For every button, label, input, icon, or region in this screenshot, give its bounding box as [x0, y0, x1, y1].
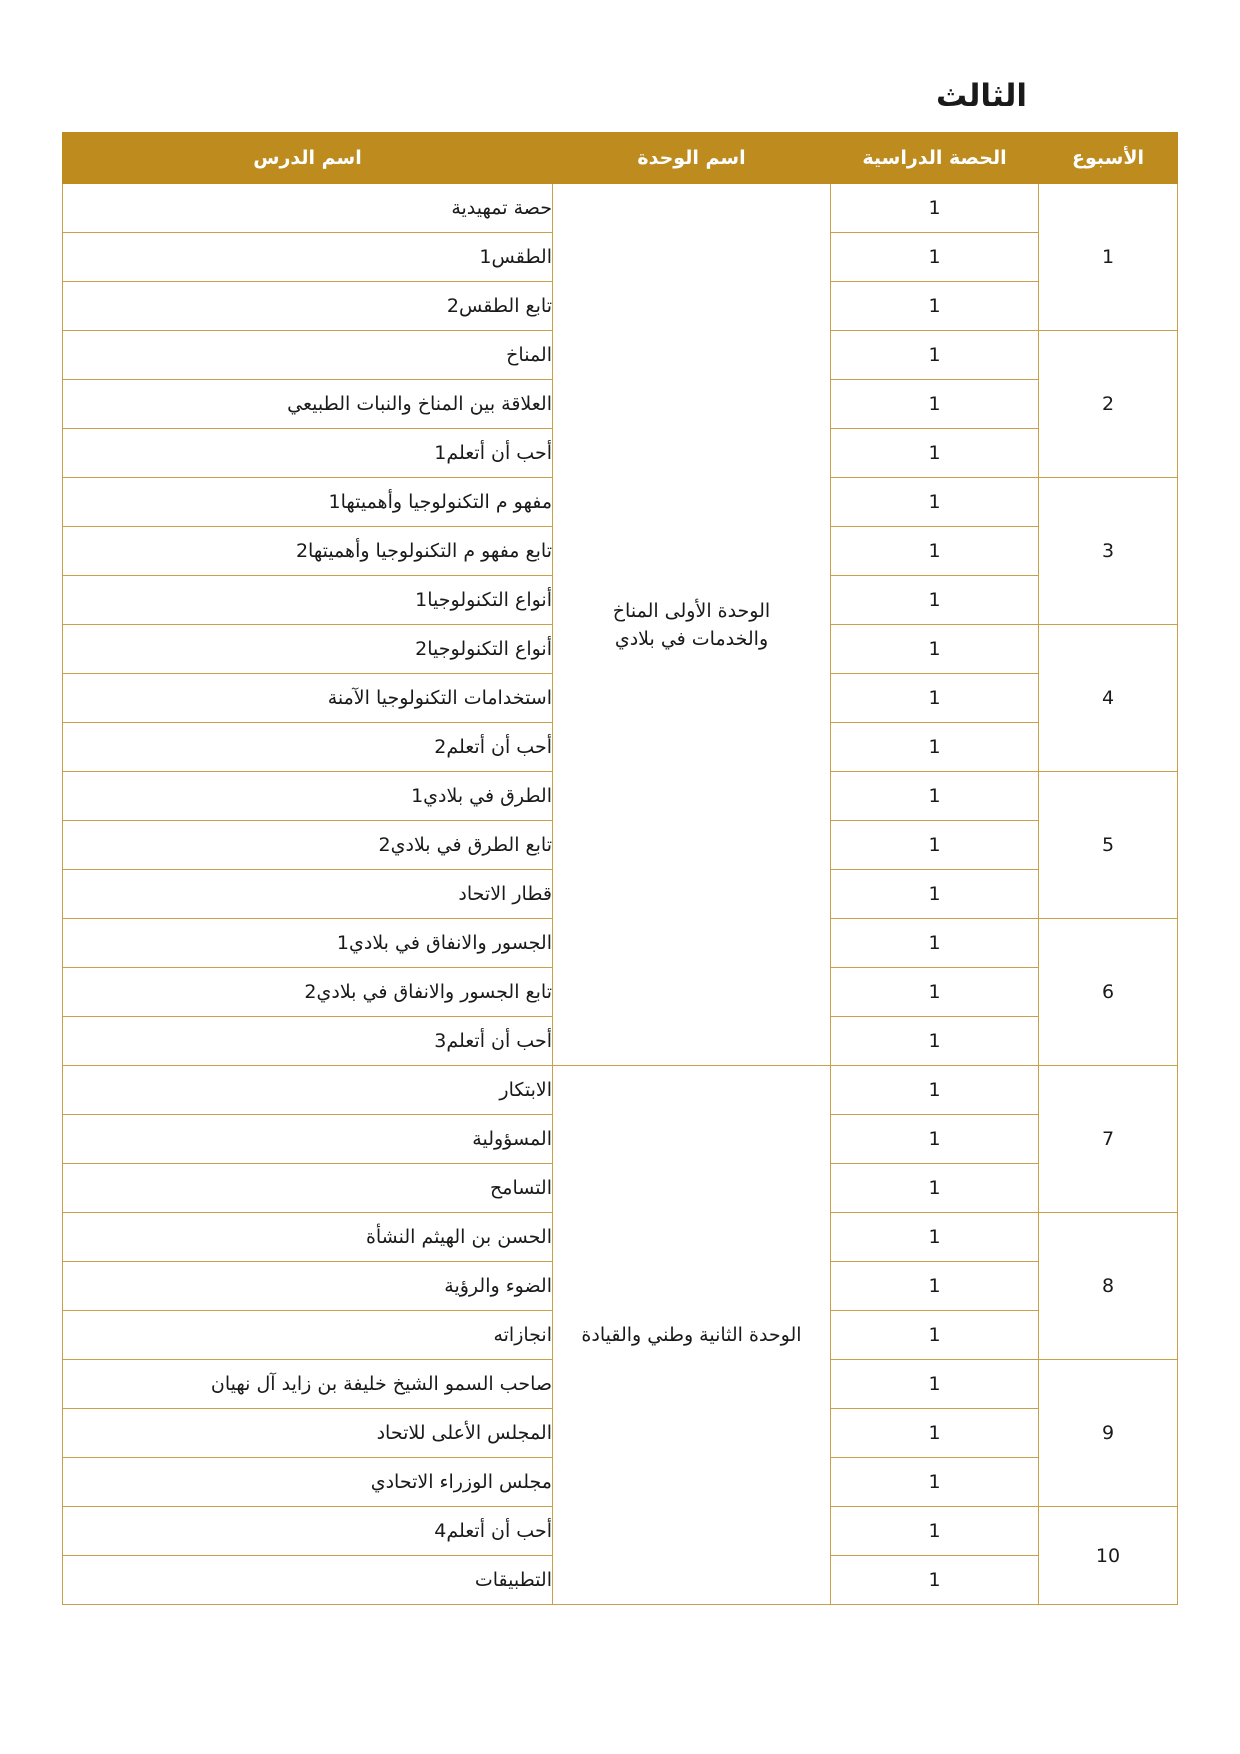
unit-name: الوحدة الأولى المناخ والخدمات في بلادي — [553, 184, 831, 1066]
week-number: 4 — [1039, 625, 1178, 772]
lesson-name: المسؤولية — [63, 1115, 553, 1164]
table-row — [63, 1066, 1178, 1115]
week-number: 5 — [1039, 772, 1178, 919]
period-count: 1 — [831, 821, 1039, 870]
lesson-name: أحب أن أتعلم2 — [63, 723, 553, 772]
period-count: 1 — [831, 772, 1039, 821]
lesson-name: الجسور والانفاق في بلادي1 — [63, 919, 553, 968]
lesson-name: الطقس1 — [63, 233, 553, 282]
lesson-name: مفهو م التكنولوجيا وأهميتها1 — [63, 478, 553, 527]
header-week: الأسبوع — [1039, 133, 1178, 184]
period-count: 1 — [831, 1458, 1039, 1507]
period-count: 1 — [831, 331, 1039, 380]
week-number: 8 — [1039, 1213, 1178, 1360]
lesson-name: تابع مفهو م التكنولوجيا وأهميتها2 — [63, 527, 553, 576]
period-count: 1 — [831, 380, 1039, 429]
header-lesson: اسم الدرس — [63, 133, 553, 184]
unit-name: الوحدة الثانية وطني والقيادة — [553, 1066, 831, 1605]
lesson-name: المناخ — [63, 331, 553, 380]
lesson-name: التطبيقات — [63, 1556, 553, 1605]
week-number: 10 — [1039, 1507, 1178, 1605]
period-count: 1 — [831, 1066, 1039, 1115]
lesson-name: انجازاته — [63, 1311, 553, 1360]
header-unit: اسم الوحدة — [553, 133, 831, 184]
lesson-name: صاحب السمو الشيخ خليفة بن زايد آل نهيان — [63, 1360, 553, 1409]
period-count: 1 — [831, 723, 1039, 772]
period-count: 1 — [831, 576, 1039, 625]
period-count: 1 — [831, 870, 1039, 919]
period-count: 1 — [831, 1360, 1039, 1409]
period-count: 1 — [831, 527, 1039, 576]
lesson-name: استخدامات التكنولوجيا الآمنة — [63, 674, 553, 723]
period-count: 1 — [831, 1311, 1039, 1360]
lesson-name: أحب أن أتعلم3 — [63, 1017, 553, 1066]
period-count: 1 — [831, 1507, 1039, 1556]
week-number: 9 — [1039, 1360, 1178, 1507]
header-period: الحصة الدراسية — [831, 133, 1039, 184]
lesson-name: الابتكار — [63, 1066, 553, 1115]
week-number: 3 — [1039, 478, 1178, 625]
week-number: 7 — [1039, 1066, 1178, 1213]
period-count: 1 — [831, 1262, 1039, 1311]
lesson-name: الضوء والرؤية — [63, 1262, 553, 1311]
period-count: 1 — [831, 282, 1039, 331]
period-count: 1 — [831, 919, 1039, 968]
period-count: 1 — [831, 1409, 1039, 1458]
period-count: 1 — [831, 1115, 1039, 1164]
period-count: 1 — [831, 478, 1039, 527]
lesson-name: تابع الجسور والانفاق في بلادي2 — [63, 968, 553, 1017]
schedule-table — [62, 132, 1178, 1605]
period-count: 1 — [831, 184, 1039, 233]
table-row — [63, 184, 1178, 233]
period-count: 1 — [831, 429, 1039, 478]
period-count: 1 — [831, 674, 1039, 723]
lesson-name: أنواع التكنولوجيا1 — [63, 576, 553, 625]
lesson-name: المجلس الأعلى للاتحاد — [63, 1409, 553, 1458]
table-header — [63, 133, 1178, 184]
lesson-name: حصة تمهيدية — [63, 184, 553, 233]
period-count: 1 — [831, 625, 1039, 674]
week-number: 6 — [1039, 919, 1178, 1066]
lesson-name: أنواع التكنولوجيا2 — [63, 625, 553, 674]
period-count: 1 — [831, 1213, 1039, 1262]
page-title: الثالث — [935, 78, 1027, 114]
lesson-name: تابع الطرق في بلادي2 — [63, 821, 553, 870]
period-count: 1 — [831, 1556, 1039, 1605]
table-body — [63, 184, 1178, 1605]
period-count: 1 — [831, 968, 1039, 1017]
lesson-name: الطرق في بلادي1 — [63, 772, 553, 821]
lesson-name: أحب أن أتعلم1 — [63, 429, 553, 478]
lesson-name: أحب أن أتعلم4 — [63, 1507, 553, 1556]
lesson-name: التسامح — [63, 1164, 553, 1213]
lesson-name: قطار الاتحاد — [63, 870, 553, 919]
lesson-name: تابع الطقس2 — [63, 282, 553, 331]
period-count: 1 — [831, 233, 1039, 282]
week-number: 2 — [1039, 331, 1178, 478]
period-count: 1 — [831, 1017, 1039, 1066]
lesson-name: العلاقة بين المناخ والنبات الطبيعي — [63, 380, 553, 429]
lesson-name: مجلس الوزراء الاتحادي — [63, 1458, 553, 1507]
week-number: 1 — [1039, 184, 1178, 331]
period-count: 1 — [831, 1164, 1039, 1213]
lesson-name: الحسن بن الهيثم النشأة — [63, 1213, 553, 1262]
